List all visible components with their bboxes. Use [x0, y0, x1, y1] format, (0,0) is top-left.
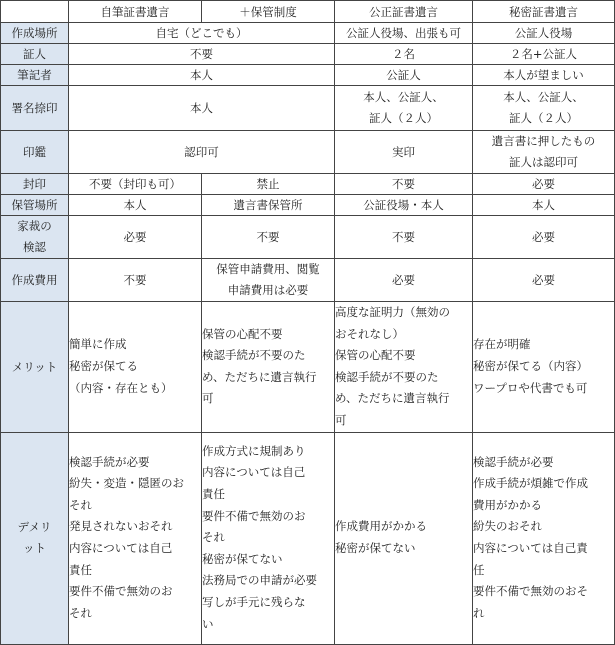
cell-envelope-himitsu: 必要 — [473, 174, 615, 195]
cell-line: 作成方式に規制あり — [202, 443, 306, 458]
cell-storage-jihitsu: 本人 — [69, 195, 202, 216]
row-storage — [1, 195, 615, 216]
cell-sign-kosei — [335, 86, 473, 131]
cell-writer-jihitsu: 本人 — [69, 65, 335, 86]
cell-line: れ — [473, 605, 485, 620]
row-label-cost: 作成費用 — [1, 259, 69, 302]
cell-seal-himitsu — [473, 131, 615, 174]
cell-writer-himitsu: 本人が望ましい — [473, 65, 615, 86]
cell-merit-hokan — [202, 302, 335, 433]
cell-probate-kosei: 不要 — [335, 216, 473, 259]
cell-line: 証人（２人） — [509, 111, 578, 125]
row-envelope — [1, 174, 615, 195]
cell-line: それ — [69, 605, 92, 620]
cell-line: 遺言書に押したもの — [491, 134, 596, 148]
cell-merit-jihitsu — [69, 302, 202, 433]
cell-line: 任 — [473, 562, 485, 577]
cell-line: 検認 — [23, 240, 46, 254]
cell-line: 簡単に作成 — [69, 337, 127, 352]
cell-line: 紛失のおそれ — [473, 519, 542, 534]
cell-line: め、ただちに遺言執行 — [335, 391, 450, 406]
cell-line: 作成手続が煩雑で作成 — [473, 476, 588, 491]
cell-line: 内容については自己 — [202, 465, 306, 480]
cell-seal-jihitsu: 認印可 — [69, 131, 335, 174]
row-label-writer: 筆記者 — [1, 65, 69, 86]
row-label-witness: 証人 — [1, 44, 69, 65]
cell-line: 作成費用がかかる — [335, 519, 427, 534]
cell-line: おそれなし） — [335, 326, 404, 341]
cell-probate-hokan: 不要 — [202, 216, 335, 259]
cell-line: 検認手続が不要のた — [202, 348, 306, 363]
cell-storage-hokan: 遺言書保管所 — [202, 195, 335, 216]
cell-demerit-jihitsu — [69, 432, 202, 644]
cell-line: 費用がかかる — [473, 497, 542, 512]
cell-line: め、ただちに遺言執行 — [202, 369, 317, 384]
cell-cost-jihitsu: 不要 — [69, 259, 202, 302]
cell-envelope-kosei: 不要 — [335, 174, 473, 195]
row-label-envelope: 封印 — [1, 174, 69, 195]
cell-envelope-jihitsu: 不要（封印も可） — [69, 174, 202, 195]
cell-envelope-hokan: 禁止 — [202, 174, 335, 195]
cell-place-jihitsu: 自宅（どこでも） — [69, 23, 335, 44]
cell-writer-kosei: 公証人 — [335, 65, 473, 86]
cell-cost-hokan — [202, 259, 335, 302]
cell-line: 責任 — [202, 487, 225, 502]
cell-line: 写しが手元に残らな — [202, 595, 306, 610]
header-jihitsu: 自筆証書遺言 — [69, 1, 202, 23]
row-merit — [1, 302, 615, 433]
row-label-demerit — [1, 432, 69, 644]
row-place — [1, 23, 615, 44]
cell-line: それ — [69, 497, 92, 512]
cell-sign-himitsu — [473, 86, 615, 131]
row-writer — [1, 65, 615, 86]
cell-line: 存在が明確 — [473, 337, 531, 352]
header-row — [1, 1, 615, 23]
cell-line: 保管の心配不要 — [202, 326, 283, 341]
cell-line: ワープロや代書でも可 — [473, 380, 588, 395]
header-kosei: 公正証書遺言 — [335, 1, 473, 23]
row-label-merit: メリット — [1, 302, 69, 433]
row-label-probate — [1, 216, 69, 259]
cell-cost-himitsu: 必要 — [473, 259, 615, 302]
header-hokan: ＋保管制度 — [202, 1, 335, 23]
cell-line: 保管の心配不要 — [335, 348, 416, 363]
cell-witness-kosei: ２名 — [335, 44, 473, 65]
cell-place-kosei: 公証人役場、出張も可 — [335, 23, 473, 44]
cell-line: それ — [202, 530, 225, 545]
cell-line: 要件不備で無効のお — [69, 584, 173, 599]
row-seal — [1, 131, 615, 174]
cell-line: 申請費用は必要 — [227, 283, 309, 297]
cell-demerit-himitsu — [473, 432, 615, 644]
row-probate — [1, 216, 615, 259]
cell-line: 検認手続が必要 — [473, 454, 554, 469]
cell-line: 発見されないおそれ — [69, 519, 173, 534]
cell-merit-himitsu — [473, 302, 615, 433]
cell-line: 可 — [335, 412, 347, 427]
cell-line: 内容については自己責 — [473, 541, 588, 556]
row-label-sign: 署名捺印 — [1, 86, 69, 131]
cell-line: 検認手続が不要のた — [335, 369, 439, 384]
cell-line: 秘密が保てる — [69, 358, 138, 373]
cell-demerit-hokan — [202, 432, 335, 644]
row-cost — [1, 259, 615, 302]
cell-cost-kosei: 必要 — [335, 259, 473, 302]
cell-probate-jihitsu: 必要 — [69, 216, 202, 259]
cell-merit-kosei — [335, 302, 473, 433]
cell-witness-jihitsu: 不要 — [69, 44, 335, 65]
cell-line: 秘密が保てない — [202, 551, 283, 566]
cell-storage-himitsu: 本人 — [473, 195, 615, 216]
cell-line: 家裁の — [17, 219, 52, 233]
cell-seal-kosei: 実印 — [335, 131, 473, 174]
cell-line: 法務局での申請が必要 — [202, 573, 317, 588]
cell-line: 可 — [202, 391, 214, 406]
cell-storage-kosei: 公証役場・本人 — [335, 195, 473, 216]
cell-line: （内容・存在とも） — [69, 380, 173, 395]
cell-line: 検認手続が必要 — [69, 454, 150, 469]
cell-line: 高度な証明力（無効の — [335, 305, 450, 319]
cell-line: 秘密が保てる（内容） — [473, 358, 588, 373]
cell-line: デメリ — [17, 520, 52, 535]
cell-line: 証人は認印可 — [509, 155, 578, 169]
cell-witness-himitsu: ２名+公証人 — [473, 44, 615, 65]
cell-demerit-kosei — [335, 432, 473, 644]
row-demerit — [1, 432, 615, 644]
cell-line: 本人、公証人、 — [363, 90, 444, 104]
row-witness — [1, 44, 615, 65]
cell-line: ット — [23, 541, 46, 556]
row-label-storage: 保管場所 — [1, 195, 69, 216]
row-label-seal: 印鑑 — [1, 131, 69, 174]
cell-place-himitsu: 公証人役場 — [473, 23, 615, 44]
cell-line: い — [202, 616, 214, 631]
cell-line: 責任 — [69, 562, 92, 577]
cell-probate-himitsu: 必要 — [473, 216, 615, 259]
cell-line: 秘密が保てない — [335, 541, 416, 556]
cell-sign-jihitsu: 本人 — [69, 86, 335, 131]
cell-line: 証人（２人） — [369, 111, 438, 125]
cell-line: 保管申請費用、閲覧 — [216, 262, 320, 276]
row-sign — [1, 86, 615, 131]
header-corner — [1, 1, 69, 23]
header-himitsu: 秘密証書遺言 — [473, 1, 615, 23]
cell-line: 要件不備で無効のお — [202, 508, 306, 523]
cell-line: 内容については自己 — [69, 541, 173, 556]
cell-line: 本人、公証人、 — [503, 90, 584, 104]
row-label-place: 作成場所 — [1, 23, 69, 44]
cell-line: 紛失・変造・隠匿のお — [69, 476, 184, 491]
cell-line: 要件不備で無効のおそ — [473, 584, 588, 599]
